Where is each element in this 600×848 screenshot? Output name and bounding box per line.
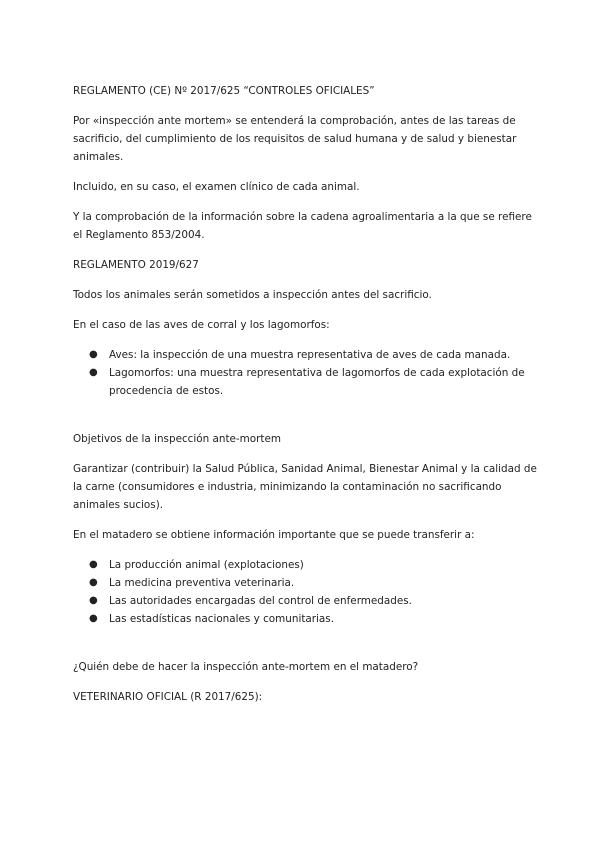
paragraph-definition: Por «inspección ante mortem» se entenderá la comprobación, antes de las tareas de sacrificio, del cumplimiento de los requisitos de salud humana y de salud y bienestar animales.	[73, 115, 517, 163]
list-item	[73, 346, 540, 364]
paragraph-food-chain-info: Y la comprobación de la información sobre la cadena agroalimentaria a la que se refiere el Reglamento 853/2004.	[73, 211, 532, 241]
list-item	[73, 574, 540, 592]
list-item-text: Las estadísticas nacionales y comunitarias.	[109, 613, 335, 625]
bullet-icon: ●	[89, 349, 98, 360]
paragraph-poultry-lagomorphs: En el caso de las aves de corral y los lagomorfos:	[73, 319, 330, 331]
list-item-text: Aves: la inspección de una muestra representativa de aves de cada manada.	[109, 349, 511, 361]
list-item-text: La medicina preventiva veterinaria.	[109, 577, 295, 589]
paragraph-question: ¿Quién debe de hacer la inspección ante-mortem en el matadero?	[73, 661, 419, 673]
list-information-recipients	[73, 556, 540, 628]
list-item	[73, 556, 540, 574]
paragraph-guarantee: Garantizar (contribuir) la Salud Pública, Sanidad Animal, Bienestar Animal y la calidad de la carne (consumidores e industria, minimizando la contaminación no sacrificando animales sucios).	[73, 463, 537, 511]
list-item	[73, 610, 540, 628]
list-poultry-lagomorphs	[73, 346, 540, 400]
list-item-text: La producción animal (explotaciones)	[109, 559, 304, 571]
list-item-text: Lagomorfos: una muestra representativa de lagomorfos de cada explotación de procedencia de estos.	[109, 367, 525, 397]
paragraph-all-animals: Todos los animales serán sometidos a inspección antes del sacrificio.	[73, 289, 432, 301]
bullet-icon: ●	[89, 559, 98, 570]
bullet-icon: ●	[89, 613, 98, 624]
heading-official-veterinarian: VETERINARIO OFICIAL (R 2017/625):	[73, 691, 263, 703]
heading-objectives: Objetivos de la inspección ante-mortem	[73, 433, 282, 445]
paragraph-slaughterhouse-info: En el matadero se obtiene información importante que se puede transferir a:	[73, 529, 475, 541]
bullet-icon: ●	[89, 595, 98, 606]
bullet-icon: ●	[89, 577, 98, 588]
list-item-text: Las autoridades encargadas del control de enfermedades.	[109, 595, 412, 607]
heading-reglamento-2019-627: REGLAMENTO 2019/627	[73, 259, 199, 271]
heading-reglamento-2017-625: REGLAMENTO (CE) Nº 2017/625 “CONTROLES OFICIALES”	[73, 85, 375, 97]
list-item	[73, 364, 540, 400]
list-item	[73, 592, 540, 610]
paragraph-clinical-exam: Incluido, en su caso, el examen clínico de cada animal.	[73, 181, 360, 193]
bullet-icon: ●	[89, 367, 98, 378]
